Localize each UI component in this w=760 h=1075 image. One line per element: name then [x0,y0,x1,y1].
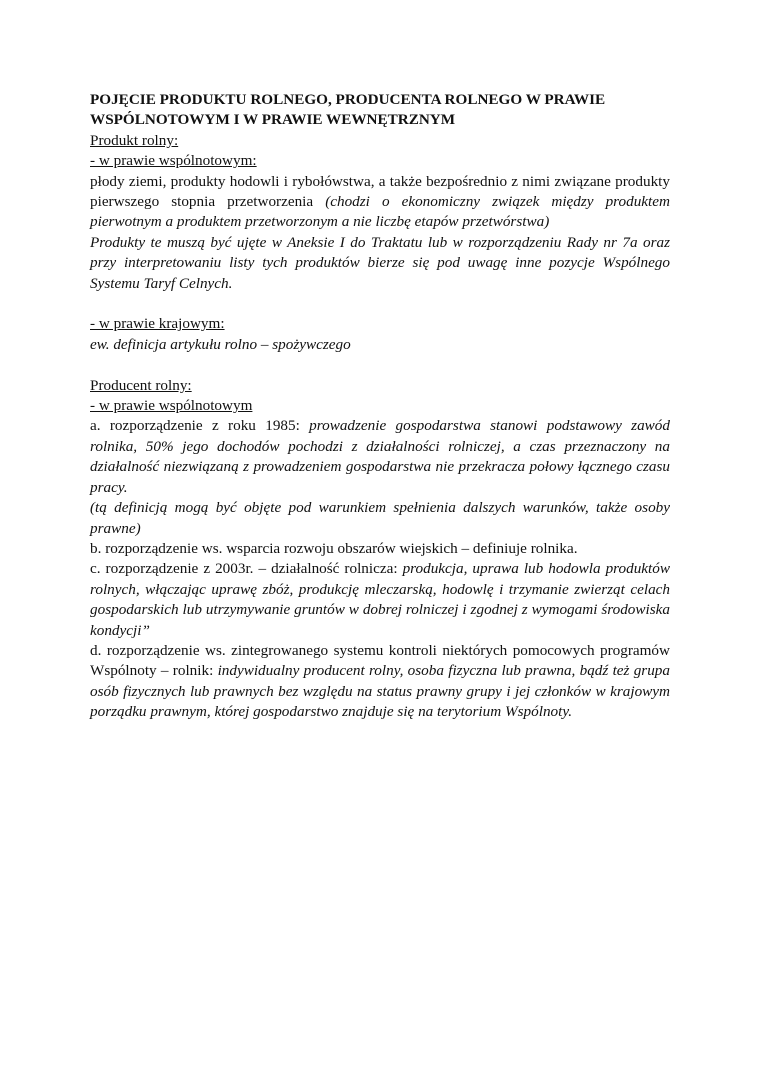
produkt-wspolnotowe-heading: - w prawie wspólnotowym: [90,152,257,170]
producent-item-b: b. rozporządzenie ws. wsparcia rozwoju obszarów wiejskich – definiuje rolnika. [90,539,578,557]
producent-item-d [90,641,670,723]
producent-wspolnotowe-heading: - w prawie wspólnotowym [90,397,253,415]
produkt-aneks-paragraph: Produkty te muszą być ujęte w Aneksie I do Traktatu lub w rozporządzeniu Rady nr 7a oraz przy interpretowaniu listy tych produktów bierze się pod uwagę inne pozycje Wspólnego Systemu Taryf Celnych. [90,233,670,292]
producent-item-a-note: (tą definicją mogą być objęte pod warunkiem spełnienia dalszych warunków, także osoby prawne) [90,499,670,537]
document-page [90,90,670,723]
item-d-definition: indywidualny producent rolny, osoba fizyczna lub prawna, bądź też grupa osób fizycznych lub prawnych bez względu na status prawny grupy i jej członków w krajowym porządku prawnym, której gospodarstwo znajduje się na terytorium Wspólnoty. [90,662,670,721]
item-c-text: c. rozporządzenie z 2003r. – działalność rolnicza: [90,560,403,578]
produkt-definition-note: (chodzi o ekonomiczny związek między produktem pierwotnym a produktem przetworzonym a nie liczbę etapów przetwórstwa) [90,193,670,231]
produkt-definition-text: płody ziemi, produkty hodowli i rybołówstwa, a także bezpośrednio z nimi związane produkty pierwszego stopnia przetworzenia [90,172,670,211]
produkt-definition [90,172,670,233]
producent-item-c [90,559,670,641]
item-d-text: d. rozporządzenie ws. zintegrowanego systemu kontroli niektórych pomocowych programów Wspólnoty – rolnik: [90,641,670,680]
producent-item-a [90,416,670,498]
item-a-definition: prowadzenie gospodarstwa stanowi podstawowy zawód rolnika, 50% jego dochodów pochodzi z działalności rolniczej, a czas przeznaczony na działalność niezwiązaną z prowadzeniem gospodarstwa nie przekracza połowy łącznego czasu pracy. [90,417,670,496]
item-c-definition: produkcja, uprawa lub hodowla produktów rolnych, włączając uprawę zbóż, produkcję mleczarską, hodowlę i trzymanie zwierząt celach gospodarskich lub utrzymywanie gruntów w dobrej rolniczej i zgodnej z wymogami środowiska kondycji” [90,560,670,639]
produkt-krajowe-heading: - w prawie krajowym: [90,315,225,333]
produkt-rolny-heading: Produkt rolny: [90,131,179,149]
document-title: POJĘCIE PRODUKTU ROLNEGO, PRODUCENTA ROLNEGO W PRAWIE WSPÓLNOTOWYM I W PRAWIE WEWNĘTRZNYM [90,91,606,129]
item-a-text: a. rozporządzenie z roku 1985: [90,417,310,435]
produkt-krajowe-definition: ew. definicja artykułu rolno – spożywczego [90,335,351,353]
producent-rolny-heading: Producent rolny: [90,376,192,394]
